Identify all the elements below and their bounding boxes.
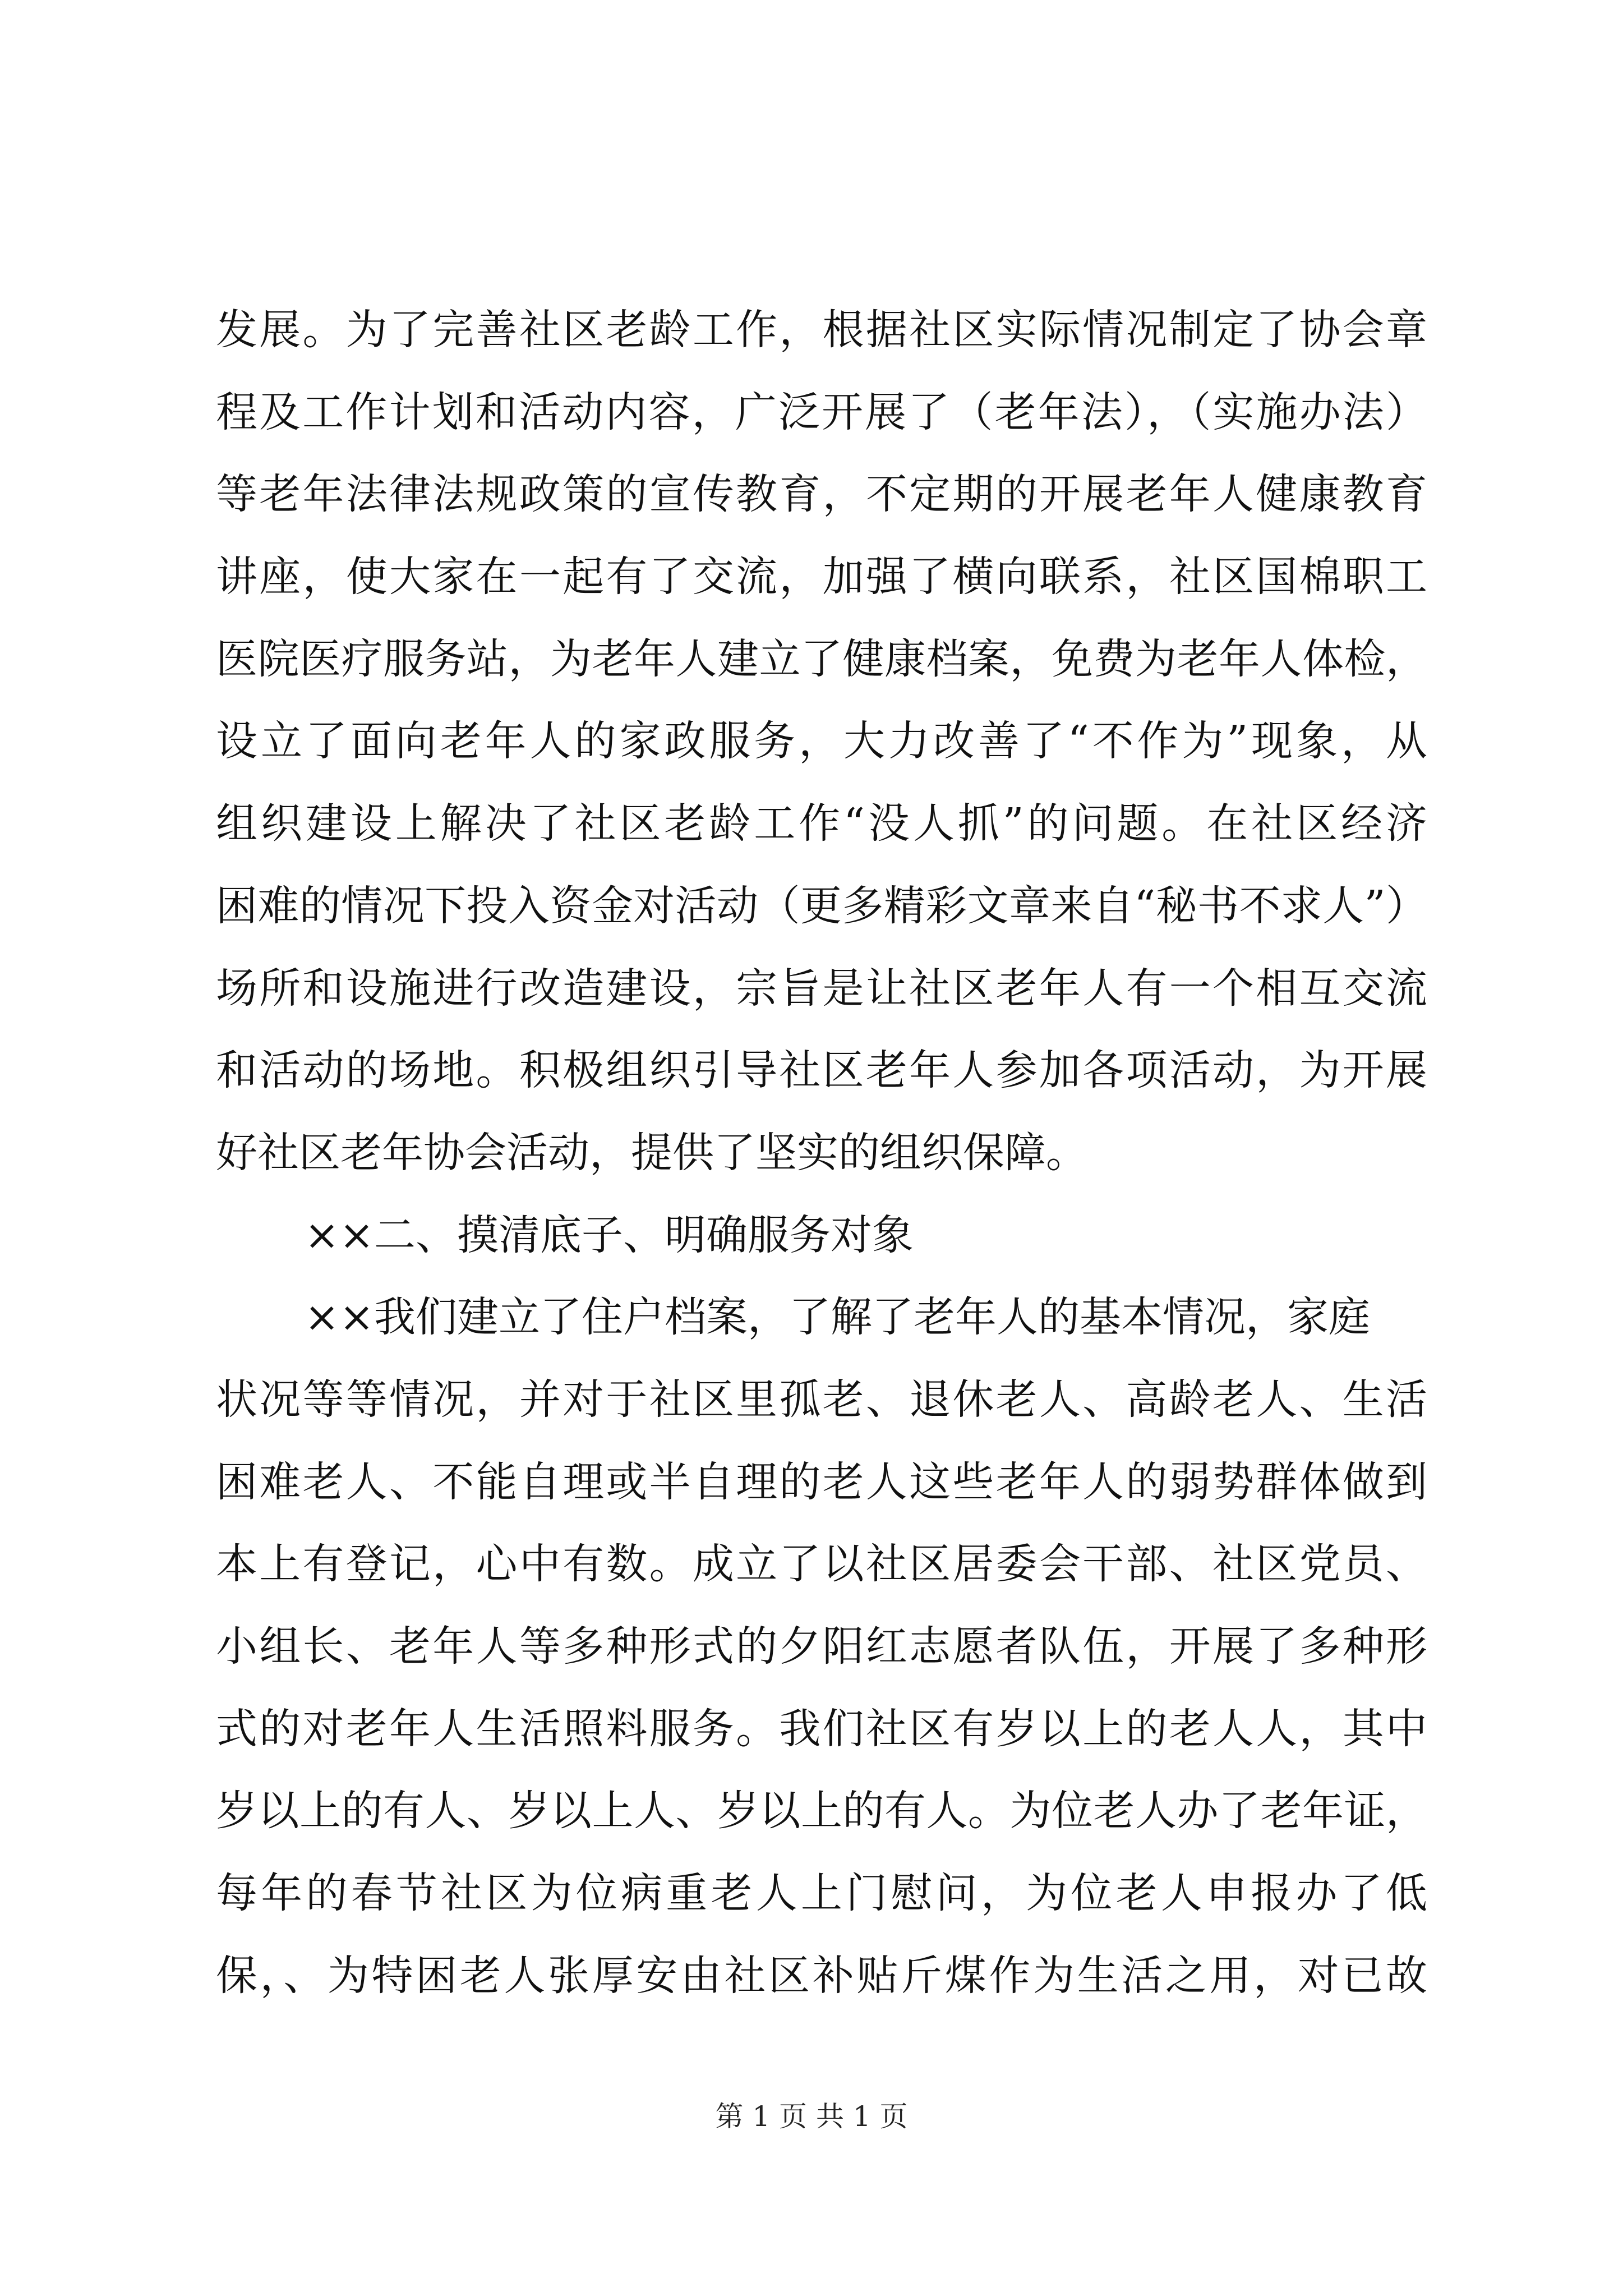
text-line: 保，、为特困老人张厚安由社区补贴斤煤作为生活之用，对已故 [216, 1951, 1427, 2000]
page-footer: 第 1 页 共 1 页 [715, 2100, 908, 2133]
text-line: 本上有登记，心中有数。成立了以社区居委会干部、社区党员、 [216, 1540, 1427, 1589]
text-line: 小组长、老年人等多种形式的夕阳红志愿者队伍，开展了多种形 [216, 1622, 1427, 1671]
text-line: 困难老人、不能自理或半自理的老人这些老年人的弱势群体做到 [216, 1457, 1427, 1506]
text-line: 岁以上的有人、岁以上人、岁以上的有人。为位老人办了老年证， [216, 1787, 1427, 1835]
text-line: 发展。为了完善社区老龄工作，根据社区实际情况制定了协会章 [216, 306, 1427, 354]
text-line: 程及工作计划和活动内容，广泛开展了（老年法），（实施办法） [216, 388, 1427, 436]
text-line: 讲座，使大家在一起有了交流，加强了横向联系，社区国棉职工 [216, 553, 1427, 601]
text-line: 状况等等情况，并对于社区里孤老、退休老人、高龄老人、生活 [216, 1375, 1427, 1424]
text-line: 设立了面向老年人的家政服务，大力改善了“不作为”现象，从 [216, 717, 1427, 766]
text-line: 困难的情况下投入资金对活动（更多精彩文章来自“秘书不求人”） [216, 881, 1427, 930]
paragraph-first-line: ××我们建立了住户档案，了解了老年人的基本情况，家庭 [305, 1293, 1371, 1342]
text-line: 医院医疗服务站，为老年人建立了健康档案，免费为老年人体检， [216, 634, 1427, 683]
body-text [216, 289, 1427, 2017]
section-heading: ××二、摸清底子、明确服务对象 [305, 1211, 914, 1259]
text-line: 场所和设施进行改造建设，宗旨是让社区老年人有一个相互交流 [216, 964, 1427, 1013]
text-line: 每年的春节社区为位病重老人上门慰问，为位老人申报办了低 [216, 1869, 1427, 1918]
text-line: 好社区老年协会活动，提供了坚实的组织保障。 [216, 1128, 1087, 1177]
text-line: 等老年法律法规政策的宣传教育，不定期的开展老年人健康教育 [216, 470, 1427, 519]
text-line: 组织建设上解决了社区老龄工作“没人抓”的问题。在社区经济 [216, 799, 1427, 848]
text-line: 式的对老年人生活照料服务。我们社区有岁以上的老人人，其中 [216, 1704, 1427, 1753]
text-line: 和活动的场地。积极组织引导社区老年人参加各项活动，为开展 [216, 1046, 1427, 1095]
